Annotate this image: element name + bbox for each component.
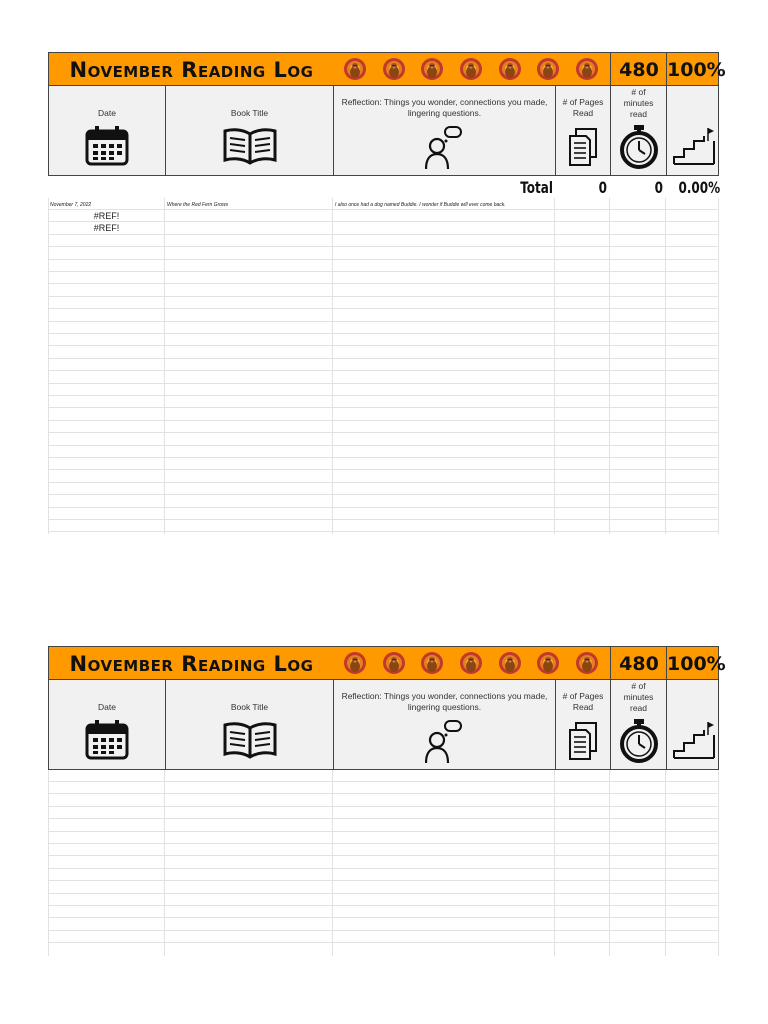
table-row[interactable] xyxy=(48,483,719,495)
table-row[interactable] xyxy=(48,372,719,384)
open-book-icon xyxy=(222,126,278,166)
table-row[interactable] xyxy=(48,347,719,359)
title-banner xyxy=(48,646,726,680)
thinking-person-icon xyxy=(425,720,465,764)
table-row[interactable] xyxy=(48,882,719,894)
table-row[interactable] xyxy=(48,421,719,433)
reflection-header-label: Reflection: Things you wonder, connections you made, lingering questions. xyxy=(341,97,548,118)
table-row[interactable] xyxy=(48,310,719,322)
table-row[interactable] xyxy=(48,496,719,508)
table-row[interactable] xyxy=(48,471,719,483)
goal-minutes: 480 xyxy=(610,53,667,85)
turkey-icon xyxy=(495,650,525,678)
book-title-header xyxy=(166,680,334,769)
stopwatch-icon xyxy=(619,718,659,764)
turkey-icon xyxy=(572,650,602,678)
progress-header xyxy=(667,86,720,175)
column-header-row xyxy=(48,86,719,176)
calendar-icon xyxy=(85,720,129,760)
log-entry-grid[interactable] xyxy=(48,770,719,956)
stairs-flag-icon xyxy=(673,720,715,760)
turkey-icon xyxy=(340,650,370,678)
turkey-row xyxy=(336,649,606,679)
total-percent: 0.00% xyxy=(678,178,721,197)
table-row[interactable] xyxy=(48,297,719,309)
column-header-row xyxy=(48,680,719,770)
reflection-header xyxy=(334,680,556,769)
totals-row xyxy=(48,176,719,198)
goal-percent: 100% xyxy=(666,53,721,85)
turkey-icon xyxy=(572,56,602,84)
reflection-header-label: Reflection: Things you wonder, connections you made, lingering questions. xyxy=(341,691,548,712)
pages-header-label: # of Pages Read xyxy=(562,691,604,712)
progress-header xyxy=(667,680,720,769)
table-row[interactable] xyxy=(48,248,719,260)
table-row[interactable] xyxy=(48,770,719,782)
total-minutes: 0 xyxy=(654,178,663,197)
turkey-icon xyxy=(340,56,370,84)
turkey-icon xyxy=(456,650,486,678)
table-row[interactable] xyxy=(48,235,719,247)
date-header-label: Date xyxy=(98,108,116,118)
open-book-icon xyxy=(222,720,278,760)
log-entry-grid[interactable] xyxy=(48,198,719,534)
pages-header-label: # of Pages Read xyxy=(562,97,604,118)
entry-date-ref-error: #REF! xyxy=(93,211,120,221)
table-row[interactable] xyxy=(48,434,719,446)
log-title: November Reading Log xyxy=(69,652,314,676)
log-title: November Reading Log xyxy=(69,58,314,82)
date-header-label: Date xyxy=(98,702,116,712)
table-row[interactable] xyxy=(48,359,719,371)
table-row[interactable] xyxy=(48,520,719,532)
table-row[interactable] xyxy=(48,272,719,284)
minutes-header-label: # of minutes read xyxy=(623,87,654,119)
turkey-icon xyxy=(379,56,409,84)
table-row[interactable] xyxy=(48,869,719,881)
table-row[interactable] xyxy=(48,322,719,334)
table-row[interactable] xyxy=(48,384,719,396)
table-row[interactable] xyxy=(48,396,719,408)
table-row[interactable] xyxy=(48,782,719,794)
table-row[interactable] xyxy=(48,795,719,807)
book-title-header-label: Book Title xyxy=(230,702,269,712)
table-row[interactable] xyxy=(48,857,719,869)
table-row[interactable] xyxy=(48,446,719,458)
table-row[interactable] xyxy=(48,919,719,931)
minutes-header xyxy=(611,86,667,175)
turkey-icon xyxy=(456,56,486,84)
calendar-icon xyxy=(85,126,129,166)
entry-reflection[interactable]: I also once had a dog named Buddie. I wonder if Buddie will ever come back. xyxy=(335,202,506,208)
pages-header xyxy=(556,680,611,769)
minutes-header xyxy=(611,680,667,769)
turkey-row xyxy=(336,55,606,85)
table-row[interactable] xyxy=(48,906,719,918)
turkey-icon xyxy=(417,56,447,84)
turkey-icon xyxy=(417,650,447,678)
table-row[interactable] xyxy=(48,820,719,832)
table-row[interactable] xyxy=(48,260,719,272)
table-row[interactable] xyxy=(48,894,719,906)
table-row[interactable] xyxy=(48,508,719,520)
table-row[interactable] xyxy=(48,931,719,943)
table-row[interactable] xyxy=(48,409,719,421)
document-icon xyxy=(568,128,598,166)
turkey-icon xyxy=(379,650,409,678)
book-title-header-label: Book Title xyxy=(230,108,269,118)
turkey-icon xyxy=(533,56,563,84)
minutes-header-label: # of minutes read xyxy=(623,681,654,713)
thinking-person-icon xyxy=(425,126,465,170)
entry-book-title[interactable]: Where the Red Fern Grows xyxy=(167,202,229,208)
table-row[interactable] xyxy=(48,458,719,470)
title-banner xyxy=(48,52,726,86)
turkey-icon xyxy=(495,56,525,84)
date-header xyxy=(49,86,166,175)
reflection-header xyxy=(334,86,556,175)
table-row[interactable] xyxy=(48,832,719,844)
document-icon xyxy=(568,722,598,760)
table-row[interactable] xyxy=(48,285,719,297)
book-title-header xyxy=(166,86,334,175)
total-pages: 0 xyxy=(598,178,607,197)
entry-date-ref-error: #REF! xyxy=(93,223,120,233)
stairs-flag-icon xyxy=(673,126,715,166)
pages-header xyxy=(556,86,611,175)
stopwatch-icon xyxy=(619,124,659,170)
date-header xyxy=(49,680,166,769)
table-row[interactable] xyxy=(48,844,719,856)
total-label: Total xyxy=(520,178,553,197)
turkey-icon xyxy=(533,650,563,678)
entry-date[interactable]: November 7, 2022 xyxy=(50,202,92,208)
table-row[interactable] xyxy=(48,334,719,346)
goal-percent: 100% xyxy=(666,647,721,679)
table-row[interactable] xyxy=(48,807,719,819)
goal-minutes: 480 xyxy=(610,647,667,679)
